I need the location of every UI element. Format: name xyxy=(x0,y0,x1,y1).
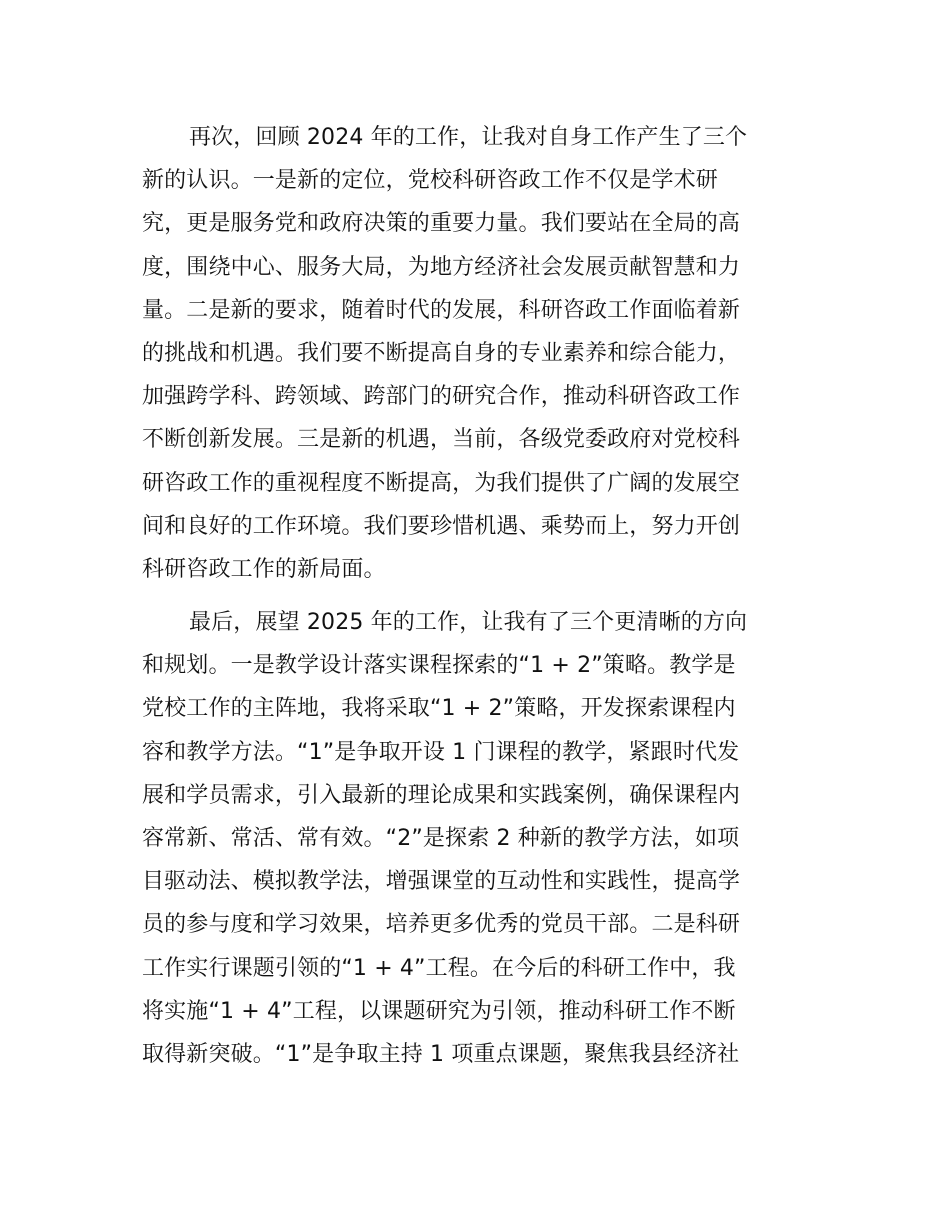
text-line: 展和学员需求，引入最新的理论成果和实践案例，确保课程内 xyxy=(142,782,741,808)
paragraph-gap xyxy=(142,591,810,601)
text-line: 究，更是服务党和政府决策的重要力量。我们要站在全局的高 xyxy=(142,211,741,237)
text-line: 员的参与度和学习效果，培养更多优秀的党员干部。二是科研 xyxy=(142,912,741,938)
text-line: 加强跨学科、跨领域、跨部门的研究合作，推动科研咨政工作 xyxy=(142,384,741,410)
text-line: 不断创新发展。三是新的机遇，当前，各级党委政府对党校科 xyxy=(142,427,741,453)
text-line: 目驱动法、模拟教学法，增强课堂的互动性和实践性，提高学 xyxy=(142,869,741,895)
text-line: 新的认识。一是新的定位，党校科研咨政工作不仅是学术研 xyxy=(142,168,718,194)
text-line: 再次，回顾 2024 年的工作，让我对自身工作产生了三个 xyxy=(189,125,748,150)
paragraph-outlook-2025 xyxy=(142,601,810,1076)
text-line: 取得新突破。“1”是争取主持 1 项重点课题，聚焦我县经济社 xyxy=(142,1041,740,1067)
text-line: 将实施“1 + 4”工程，以课题研究为引领，推动科研工作不断 xyxy=(142,998,736,1024)
text-line: 度，围绕中心、服务大局，为地方经济社会发展贡献智慧和力 xyxy=(142,254,741,280)
text-line: 工作实行课题引领的“1 + 4”工程。在今后的科研工作中，我 xyxy=(142,955,736,981)
text-line: 的挑战和机遇。我们要不断提高自身的专业素养和综合能力， xyxy=(142,340,741,366)
text-line: 科研咨政工作的新局面。 xyxy=(142,556,386,582)
text-line: 最后，展望 2025 年的工作，让我有了三个更清晰的方向 xyxy=(189,610,748,636)
text-line: 党校工作的主阵地，我将采取“1 + 2”策略，开发探索课程内 xyxy=(142,696,736,722)
paragraph-review-2024 xyxy=(142,116,810,591)
text-line: 容常新、常活、常有效。“2”是探索 2 种新的教学方法，如项 xyxy=(142,826,740,851)
text-line: 量。二是新的要求，随着时代的发展，科研咨政工作面临着新 xyxy=(142,297,741,323)
text-line: 间和良好的工作环境。我们要珍惜机遇、乘势而上，努力开创 xyxy=(142,513,741,539)
document-body xyxy=(142,116,810,1076)
text-line: 研咨政工作的重视程度不断提高，为我们提供了广阔的发展空 xyxy=(142,470,741,496)
text-line: 容和教学方法。“1”是争取开设 1 门课程的教学，紧跟时代发 xyxy=(142,739,740,765)
text-line: 和规划。一是教学设计落实课程探索的“1 + 2”策略。教学是 xyxy=(142,653,736,679)
